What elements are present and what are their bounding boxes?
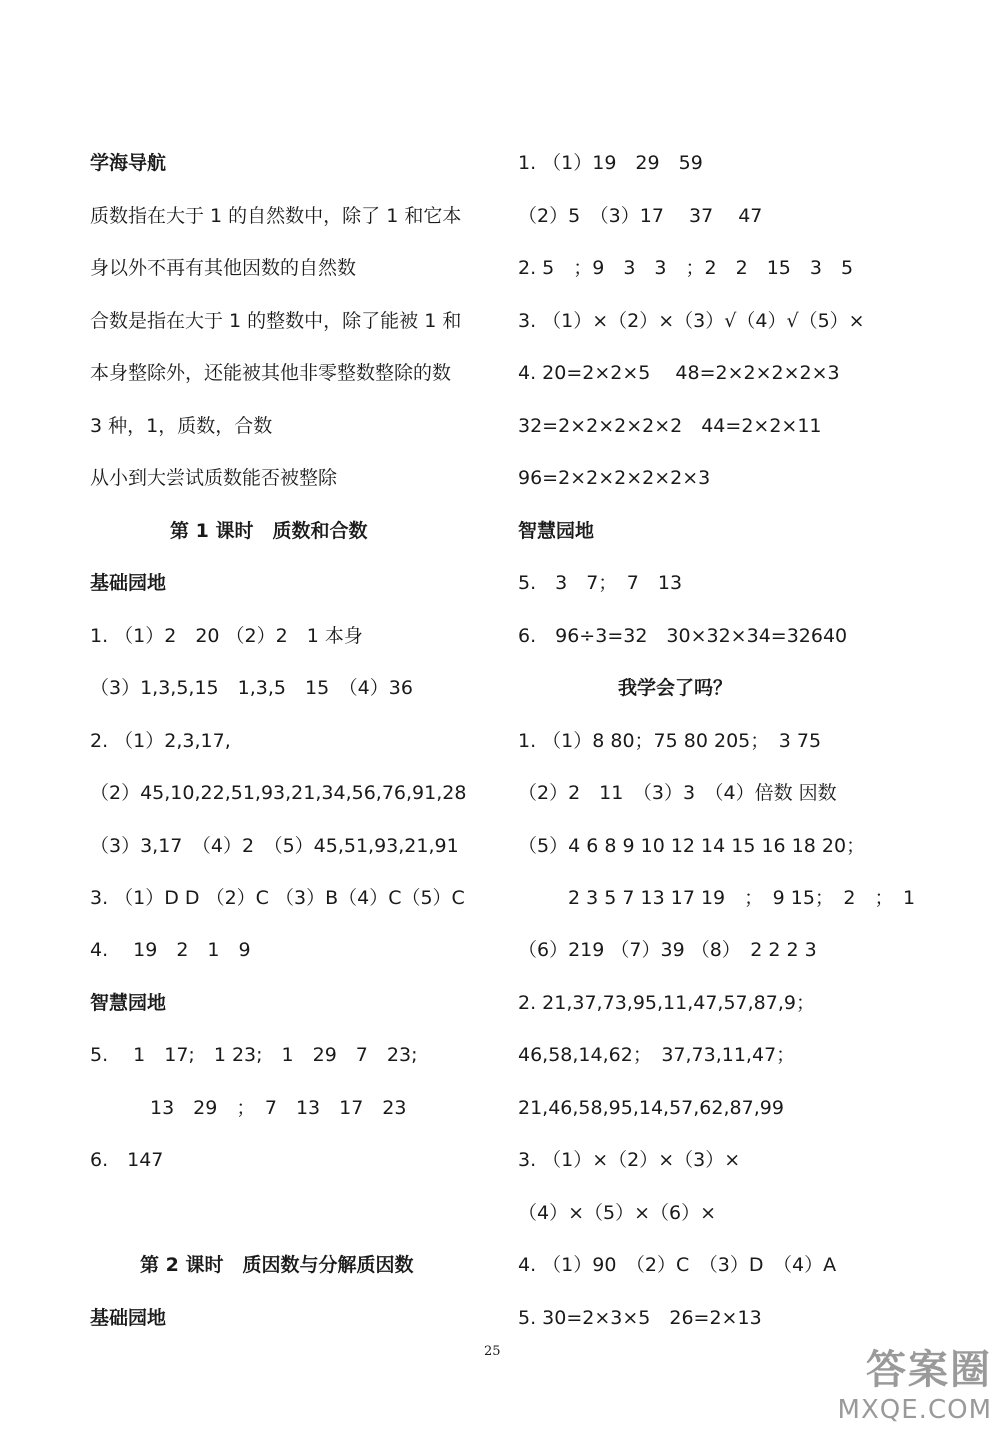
lesson-title: 第 2 课时 质因数与分解质因数 [140,1254,414,1276]
answer-line: 32=2×2×2×2×2 44=2×2×11 [518,415,822,437]
answer-line: 96=2×2×2×2×2×3 [518,467,711,489]
section-heading: 智慧园地 [90,992,167,1014]
answer-line: 2. 21,37,73,95,11,47,57,87,9； [518,992,815,1014]
answer-line: （2）2 11 （3）3 （4）倍数 因数 [518,782,837,804]
section-heading: 我学会了吗？ [618,677,733,699]
answer-line: 身以外不再有其他因数的自然数 [90,257,357,279]
answer-line: 4. 19 2 1 9 [90,939,251,961]
answer-line: 6. 96÷3=32 30×32×34=32640 [518,625,848,647]
watermark-logo: 答案圈 [866,1347,992,1393]
answer-line: （2）45,10,22,51,93,21,34,56,76,91,28 [90,782,467,804]
section-heading: 基础园地 [90,1307,167,1329]
answer-line: 3. （1）D D （2）C （3）B（4）C（5）C [90,887,465,909]
answer-line: 质数指在大于 1 的自然数中，除了 1 和它本 [90,205,462,227]
answer-line: 3. （1）×（2）×（3）√（4）√（5）× [518,310,865,332]
watermark-url: MXQE.COM [837,1395,992,1425]
answer-line: （6）219 （7）39 （8） 2 2 2 3 [518,939,817,961]
answer-line: 2. 5 ；9 3 3 ；2 2 15 3 5 [518,257,854,279]
answer-line: 6. 147 [90,1149,164,1171]
answer-line: 4. （1）90 （2）C （3）D （4）A [518,1254,837,1276]
page-number: 25 [484,1344,501,1359]
answer-line: 13 29 ； 7 13 17 23 [150,1097,407,1119]
section-heading: 基础园地 [90,572,167,594]
answer-line: 1. （1）8 80；75 80 205； 3 75 [518,730,822,752]
section-heading: 学海导航 [90,152,167,174]
answer-line: 3 种，1，质数，合数 [90,415,273,437]
answer-line: 5. 1 17; 1 23; 1 29 7 23; [90,1044,418,1066]
answer-line: 21,46,58,95,14,57,62,87,99 [518,1097,784,1119]
answer-line: （2）5 （3）17 37 47 [518,205,763,227]
answer-line: 5. 30=2×3×5 26=2×13 [518,1307,762,1329]
section-heading: 智慧园地 [518,520,595,542]
answer-line: （4）×（5）×（6）× [518,1202,717,1224]
watermark [838,1338,992,1425]
answer-line: （3）1,3,5,15 1,3,5 15 （4）36 [90,677,413,699]
answer-line: 4. 20=2×2×5 48=2×2×2×2×3 [518,362,840,384]
answer-line: （3）3,17 （4）2 （5）45,51,93,21,91 [90,835,459,857]
answer-line: 46,58,14,62； 37,73,11,47； [518,1044,796,1066]
answer-line: 2. （1）2,3,17, [90,730,231,752]
answer-line: 2 3 5 7 13 17 19 ； 9 15； 2 ； 1 [568,887,916,909]
answer-line: 1. （1）19 29 59 [518,152,703,174]
answer-line: （5）4 6 8 9 10 12 14 15 16 18 20； [518,835,866,857]
answer-line: 本身整除外，还能被其他非零整数整除的数 [90,362,452,384]
answer-line: 5. 3 7； 7 13 [518,572,683,594]
answer-line: 3. （1）×（2）×（3）× [518,1149,741,1171]
lesson-title: 第 1 课时 质数和合数 [170,520,368,542]
answer-line: 从小到大尝试质数能否被整除 [90,467,338,489]
answer-line: 合数是指在大于 1 的整数中，除了能被 1 和 [90,310,462,332]
answer-line: 1. （1）2 20 （2）2 1 本身 [90,625,363,647]
